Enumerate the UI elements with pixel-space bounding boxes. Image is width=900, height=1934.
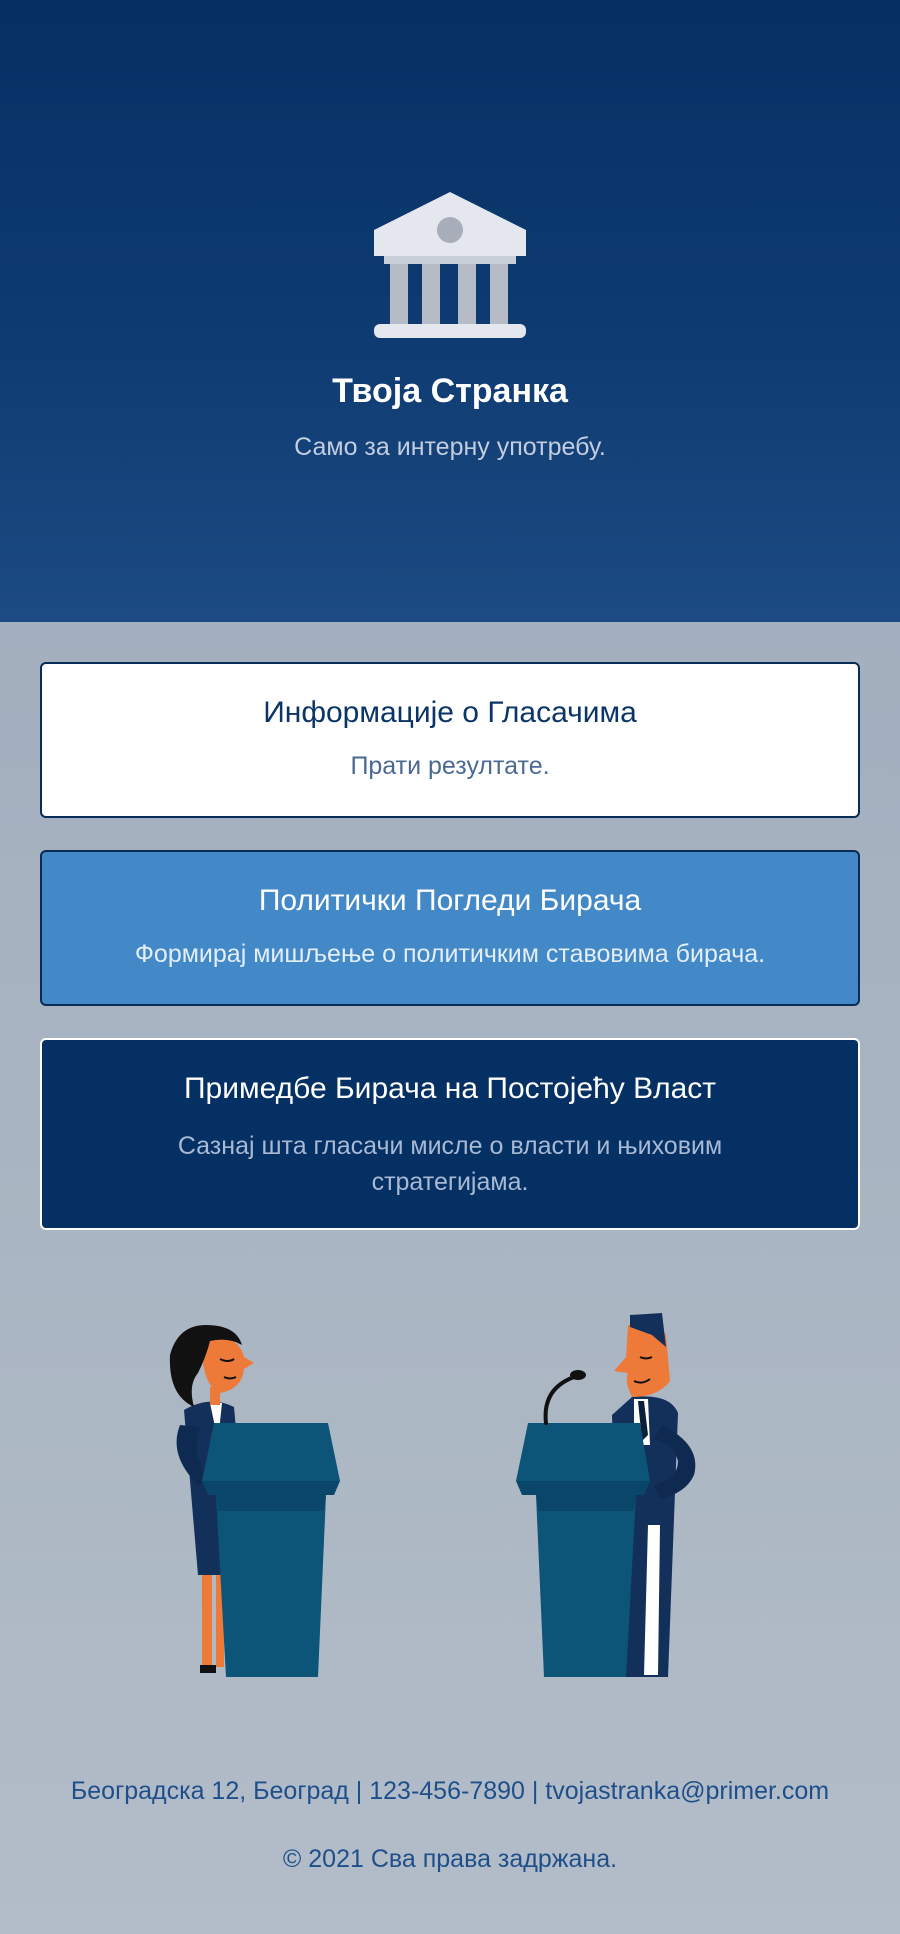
- card-title: Политички Погледи Бирача: [258, 884, 642, 917]
- tagline: Само за интерну употребу.: [294, 433, 606, 461]
- header-banner: [0, 0, 900, 622]
- debate-speakers-illustration: [150, 1285, 750, 1690]
- contact-info: Београдска 12, Београд | 123-456-7890 | tvojastranka@primer.com: [70, 1777, 830, 1805]
- card-subtitle: Прати резултате.: [350, 752, 550, 780]
- bank-building-icon: [372, 190, 528, 340]
- copyright: © 2021 Сва права задржана.: [282, 1845, 618, 1873]
- main-content: [0, 622, 900, 1934]
- voter-info-card[interactable]: [40, 662, 860, 818]
- card-subtitle: Сазнај шта гласачи мисле о власти и њиховим стратегијама.: [177, 1132, 723, 1196]
- voter-views-card[interactable]: [40, 850, 860, 1006]
- party-name: Твоја Странка: [332, 372, 568, 410]
- voter-complaints-card[interactable]: [40, 1038, 860, 1230]
- card-subtitle: Формирај мишљење о политичким ставовима бирача.: [134, 940, 766, 968]
- card-title: Примедбе Бирача на Постојећу Власт: [183, 1072, 717, 1105]
- microphone-icon: [546, 1370, 586, 1423]
- card-title: Информације о Гласачима: [263, 696, 637, 729]
